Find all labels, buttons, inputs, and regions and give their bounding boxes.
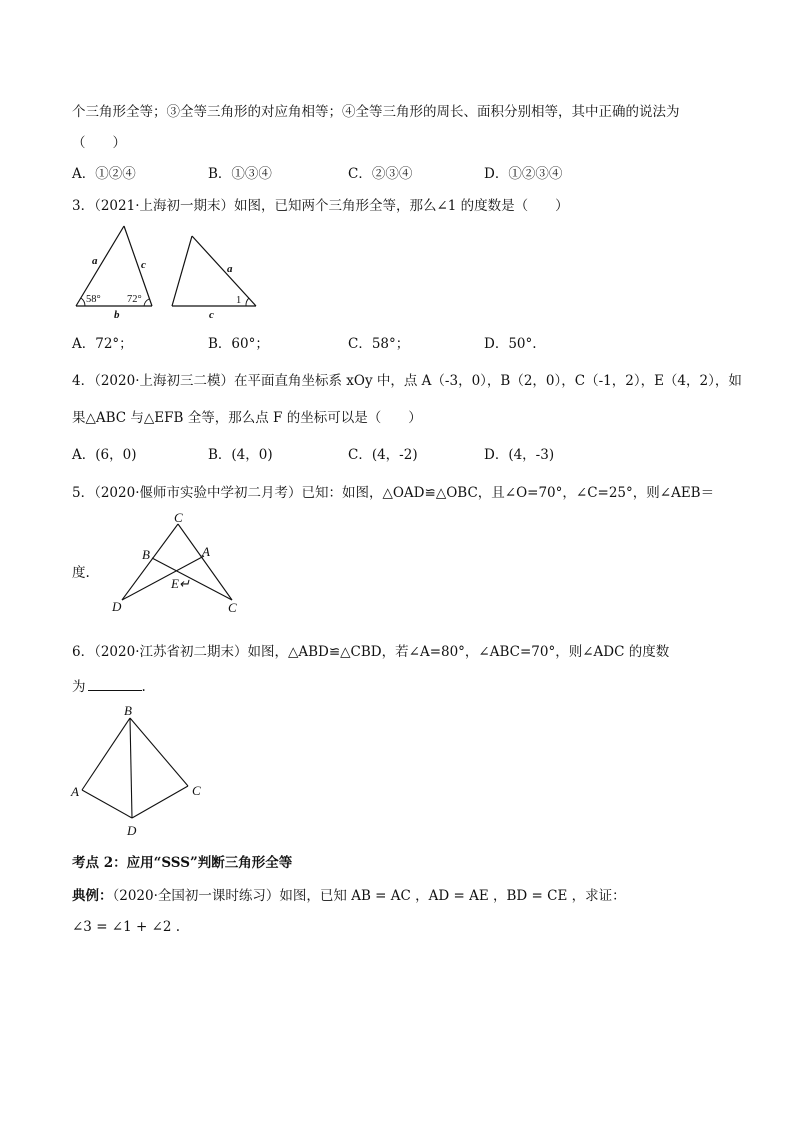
example-label: 典例： — [72, 888, 113, 904]
kp2-title: 考点 2：应用“SSS”判断三角形全等 — [72, 855, 293, 871]
example-line2: ∠3 = ∠1 + ∠2 . — [72, 919, 181, 935]
q3-angle-1: 1 — [236, 295, 242, 306]
q2-stem-line: 个三角形全等；③全等三角形的对应角相等；④全等三角形的周长、面积分别相等，其中正确的说法为 — [72, 104, 680, 120]
q6-point-a: A — [71, 784, 79, 799]
q4-option-d[interactable]: D．(4，-3) — [484, 447, 555, 463]
q3-option-d[interactable]: D．50°. — [484, 336, 537, 352]
q3-option-a[interactable]: A．72°； — [72, 336, 133, 352]
q6-point-d: D — [127, 823, 137, 838]
q5-figure — [108, 510, 248, 620]
q6-answer-blank[interactable] — [88, 676, 142, 691]
q5-point-c-bottom: C — [228, 600, 237, 615]
q3-stem: 3．（2021·上海初一期末）如图，已知两个三角形全等，那么∠1 的度数是（ ） — [72, 198, 569, 214]
q2-options — [72, 164, 732, 184]
q4-options — [72, 445, 732, 465]
example-line1 — [72, 886, 626, 906]
example-text: （2020·全国初一课时练习）如图，已知 AB = AC ，AD = AE ，BD = CE ，求证： — [112, 888, 626, 904]
q2-option-d[interactable]: D．①②③④ — [484, 166, 563, 182]
q3-angle-72: 72° — [127, 294, 142, 305]
q6-stem2-end: . — [141, 679, 146, 695]
q2-option-c[interactable]: C．②③④ — [348, 166, 413, 182]
q3-triangle-left — [76, 226, 152, 321]
q4-stem-line2: 果△ABC 与△EFB 全等，那么点 F 的坐标可以是（ ） — [72, 410, 422, 426]
q6-point-c: C — [192, 783, 201, 798]
q3-option-c[interactable]: C．58°； — [348, 336, 410, 352]
q4-option-b[interactable]: B．(4，0) — [208, 447, 273, 463]
q5-point-d: D — [112, 599, 122, 614]
q5-point-c-top: C — [174, 510, 183, 525]
q6-stem: 6．（2020·江苏省初二期末）如图，△ABD≌△CBD，若∠A=80°，∠ABC=70°，则∠ADC 的度数 — [72, 644, 670, 660]
q4-option-a[interactable]: A．(6，0) — [72, 447, 137, 463]
q5-point-e: E↵ — [171, 576, 190, 591]
q3-option-b[interactable]: B．60°； — [208, 336, 269, 352]
q5-point-a: A — [202, 544, 210, 559]
q3-label-a2: a — [227, 263, 233, 275]
q2-answer-paren: （ ） — [72, 135, 126, 151]
q6-stem2-text: 为 — [72, 679, 86, 695]
q3-figure — [70, 222, 270, 322]
q3-label-b: b — [114, 309, 120, 321]
q6-stem-line2 — [72, 676, 146, 697]
q4-option-c[interactable]: C．(4，-2) — [348, 447, 418, 463]
q3-angle-58: 58° — [86, 294, 101, 305]
q4-stem: 4．（2020·上海初三二模）在平面直角坐标系 xOy 中，点 A（-3，0），B（2，0），C（-1，2），E（4，2），如 — [72, 373, 742, 389]
q3-triangle-right — [172, 236, 256, 321]
q6-figure — [70, 704, 210, 840]
q5-stem: 5．（2020·偃师市实验中学初二月考）已知：如图，△OAD≌△OBC，且∠O=70°，∠C=25°，则∠AEB＝ — [72, 485, 715, 501]
q3-options — [72, 334, 732, 354]
q2-option-a[interactable]: A．①②④ — [72, 166, 136, 182]
q3-label-c2: c — [209, 309, 214, 321]
q5-point-b: B — [142, 547, 150, 562]
q5-tail: 度. — [72, 565, 90, 581]
q2-option-b[interactable]: B．①③④ — [208, 166, 272, 182]
q6-point-b: B — [124, 703, 132, 718]
q3-label-a: a — [92, 255, 98, 267]
q3-label-c: c — [141, 259, 146, 271]
